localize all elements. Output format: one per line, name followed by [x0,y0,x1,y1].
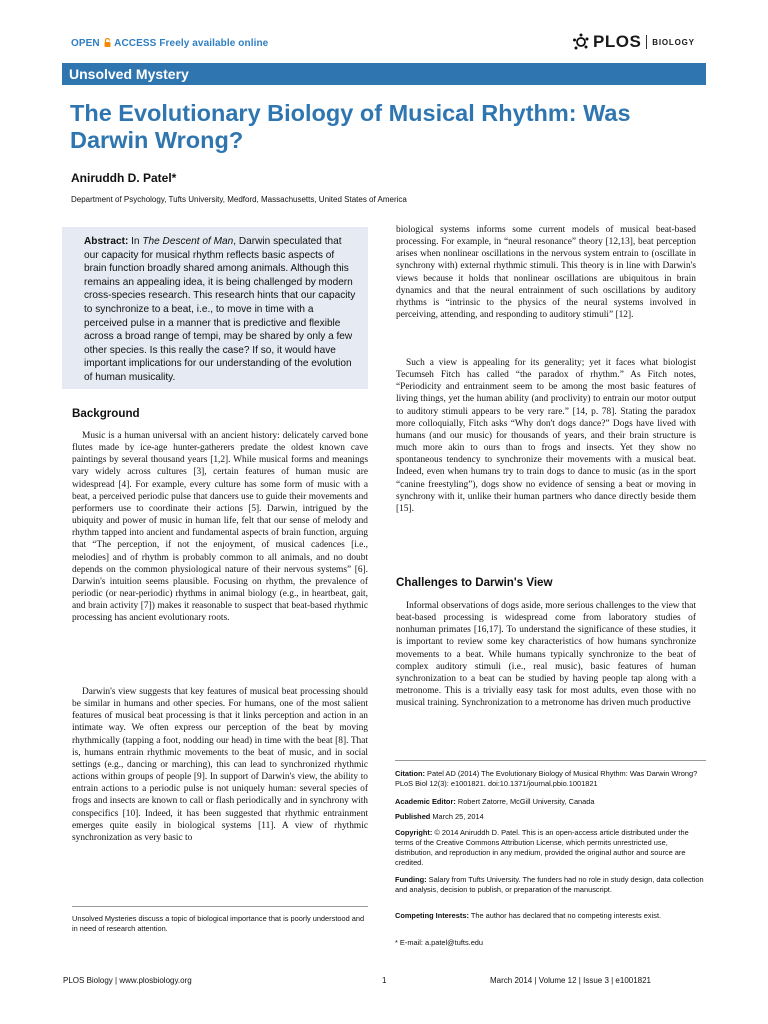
page-number: 1 [382,976,387,985]
open-access-label: OPEN ACCESS Freely available online [71,38,269,49]
abstract-label: Abstract: [84,236,129,247]
author-name: Aniruddh D. Patel* [71,171,177,185]
author-affiliation: Department of Psychology, Tufts University, Medford, Massachusetts, United States of America [71,195,407,204]
footnote: Unsolved Mysteries discuss a topic of biological importance that is poorly understood and in need of research attention. [72,914,365,933]
footer-journal: PLOS Biology | www.plosbiology.org [63,976,192,985]
published-date: Published March 25, 2014 [395,812,484,821]
competing-interests: Competing Interests: The author has declared that no competing interests exist. [395,911,662,920]
right-paragraph-1: biological systems informs some current models of musical beat-based processing. For example, in “neural resonance” theory [12,13], beat perception arises when nonlinear oscillations in the nervous system entrain to (oscillate in synchrony with) external rhythmic stimuli. This theory is in line with Darwin's views because it holds that nonlinear oscillations are ubiquitous in brain dynamics and that the neural entrainment of such oscillations by auditory rhythms is “intrinsic to the physics of the neural systems involved in perceiving, attending, and responding to auditory stimuli” [12]. [396,225,696,321]
open-access-lock-icon [104,38,111,47]
section-banner: Unsolved Mystery [62,63,706,85]
background-paragraph-2: Darwin's view suggests that key features of musical beat processing should be similar in humans and other species. For humans, one of the most salient features of musical beat processing is that it links perception and action in an intimate way. We often express our perception of the beat by moving rhythmically (tapping a foot, nodding our head) in time with the beat [8]. That is, humans entrain rhythmic movements to the beat of music, and in social settings (e.g., dancing or marching), this can lead to synchronized rhythmic actions within groups of people [9]. In support of Darwin's view, the ability to entrain actions to a periodic pulse is not uniquely human: several species of frogs and insects are known to call or flash periodically and in synchrony with conspecifics [10]. Indeed, it has been suggested that rhythmic entrainment emerges quite easily in biological systems [11]. A view of rhythmic synchronization as very basic to [72,687,368,843]
journal-section-name: BIOLOGY [652,38,695,47]
article-info-divider [395,760,706,761]
academic-editor: Academic Editor: Robert Zatorre, McGill University, Canada [395,797,595,806]
background-paragraph-1: Music is a human universal with an ancient history: delicately carved bone flutes made by ice-age hunter-gatherers predate the oldest known cave paintings by several thousand years [1,2]. While musical forms and meanings vary widely across cultures [3], certain features of human music are widespread [4]. For example, every culture has some form of music with a beat, a perceived periodic pulse that dancers use to guide their movements and performers use to coordinate their actions [5]. Darwin, intrigued by the ubiquity and power of music in human life, felt that our sense of melody and rhythm tapped into ancient and fundamental aspects of brain function, arguing that “The perception, if not the enjoyment, of musical cadences [i.e., melodies] and of rhythm is probably common to all animals, and no doubt depends on the common physiological nature of their nervous systems” [6]. Darwin's intuition seems plausible. Focusing on rhythm, the prevalence of periodic (or near-periodic) rhythms in animal biology (e.g., in heartbeat, gait, and brain activity [7]) makes it reasonable to suspect that beat-based rhythmic processing has ancient evolutionary roots. [72,431,368,624]
challenges-heading: Challenges to Darwin's View [396,576,553,589]
corresponding-email: * E-mail: a.patel@tufts.edu [395,938,484,947]
right-paragraph-3: Informal observations of dogs aside, more serious challenges to the view that beat-based processing is widespread come from laboratory studies of nonhuman primates [16,17]. To understand the significance of these studies, it is important to review some key characteristics of how humans synchronize movements to a beat. While humans typically synchronize to the beat of complex auditory stimuli (i.e., real music), basic features of human synchronization to a beat can be studied by having people tap along with a metronome. This is a trivially easy task for most adults, even those with no musical training. Synchronization to a metronome has driven much productive [396,601,696,709]
background-heading: Background [72,407,140,420]
footnote-divider [72,906,368,907]
copyright: Copyright: © 2014 Aniruddh D. Patel. This is an open-access article distributed under the terms of the Creative Commons Attribution License, which permits unrestricted use, distribution, and reproduction in any medium, provided the original author and source are credited. [395,828,689,867]
abstract-box: Abstract: In The Descent of Man, Darwin speculated that our capacity for musical rhythm reflects basic aspects of brain function broadly shared among animals. Although this remains an appealing idea, it is being challenged by modern cross-species research. This research hints that our capacity to synchronize to a beat, i.e., to move in time with a perceived pulse in a manner that is predictive and flexible across a broad range of tempi, may be shared by only a few other species. Is this really the case? If so, it would have important implications for our understanding of the evolution of human musicality. [62,227,368,389]
funding: Funding: Salary from Tufts University. The funders had no role in study design, data collection and analysis, decision to publish, or preparation of the manuscript. [395,875,704,894]
citation: Citation: Patel AD (2014) The Evolutionary Biology of Musical Rhythm: Was Darwin Wrong? PLoS Biol 12(3): e1001821. doi:10.1371/journal.pbio.1001821 [395,769,698,788]
book-title: The Descent of Man [142,236,234,247]
plos-wordmark: PLOS [593,32,642,51]
journal-logo [572,32,695,52]
plos-logo-icon [572,33,590,51]
article-title: The Evolutionary Biology of Musical Rhythm: Was Darwin Wrong? [70,100,631,153]
abstract-text: , Darwin speculated that our capacity for musical rhythm reflects basic aspects of brain function broadly shared among animals. Although this remains an appealing idea, it is being challenged by modern cross-species research. This research hints that our capacity to synchronize to a beat, i.e., to move in time with a perceived pulse in a manner that is predictive and flexible across a broad range of tempi, may be shared by only a few other species. Is this really the case? If so, it would have important implications for our understanding of the evolution of human musicality. [84,236,356,383]
footer-issue: March 2014 | Volume 12 | Issue 3 | e1001821 [490,976,652,985]
right-paragraph-2: Such a view is appealing for its generality; yet it faces what biologist Tecumseh Fitch has called “the paradox of rhythm.” As Fitch notes, “Periodicity and entrainment seem to be among the most basic features of living things, yet the human ability (and proclivity) to entrain our motor output to auditory stimuli appears to be very rare.” [14, p. 78]. Stating the paradox more colloquially, Fitch asks “Why don't dogs dance?” Dogs have lived with humans (and our music) for thousands of years, and their brain structure is much more akin to ours than to frogs and insects. Yet they show no spontaneous tendency to synchronize their movements with a musical beat. Indeed, even when humans try to train dogs to dance to music (as in the sport “canine freestyling”), dogs show no evidence of sensing a beat or moving in synchrony with it, unlike their human partners who dance directly beside them [15]. [396,358,696,514]
